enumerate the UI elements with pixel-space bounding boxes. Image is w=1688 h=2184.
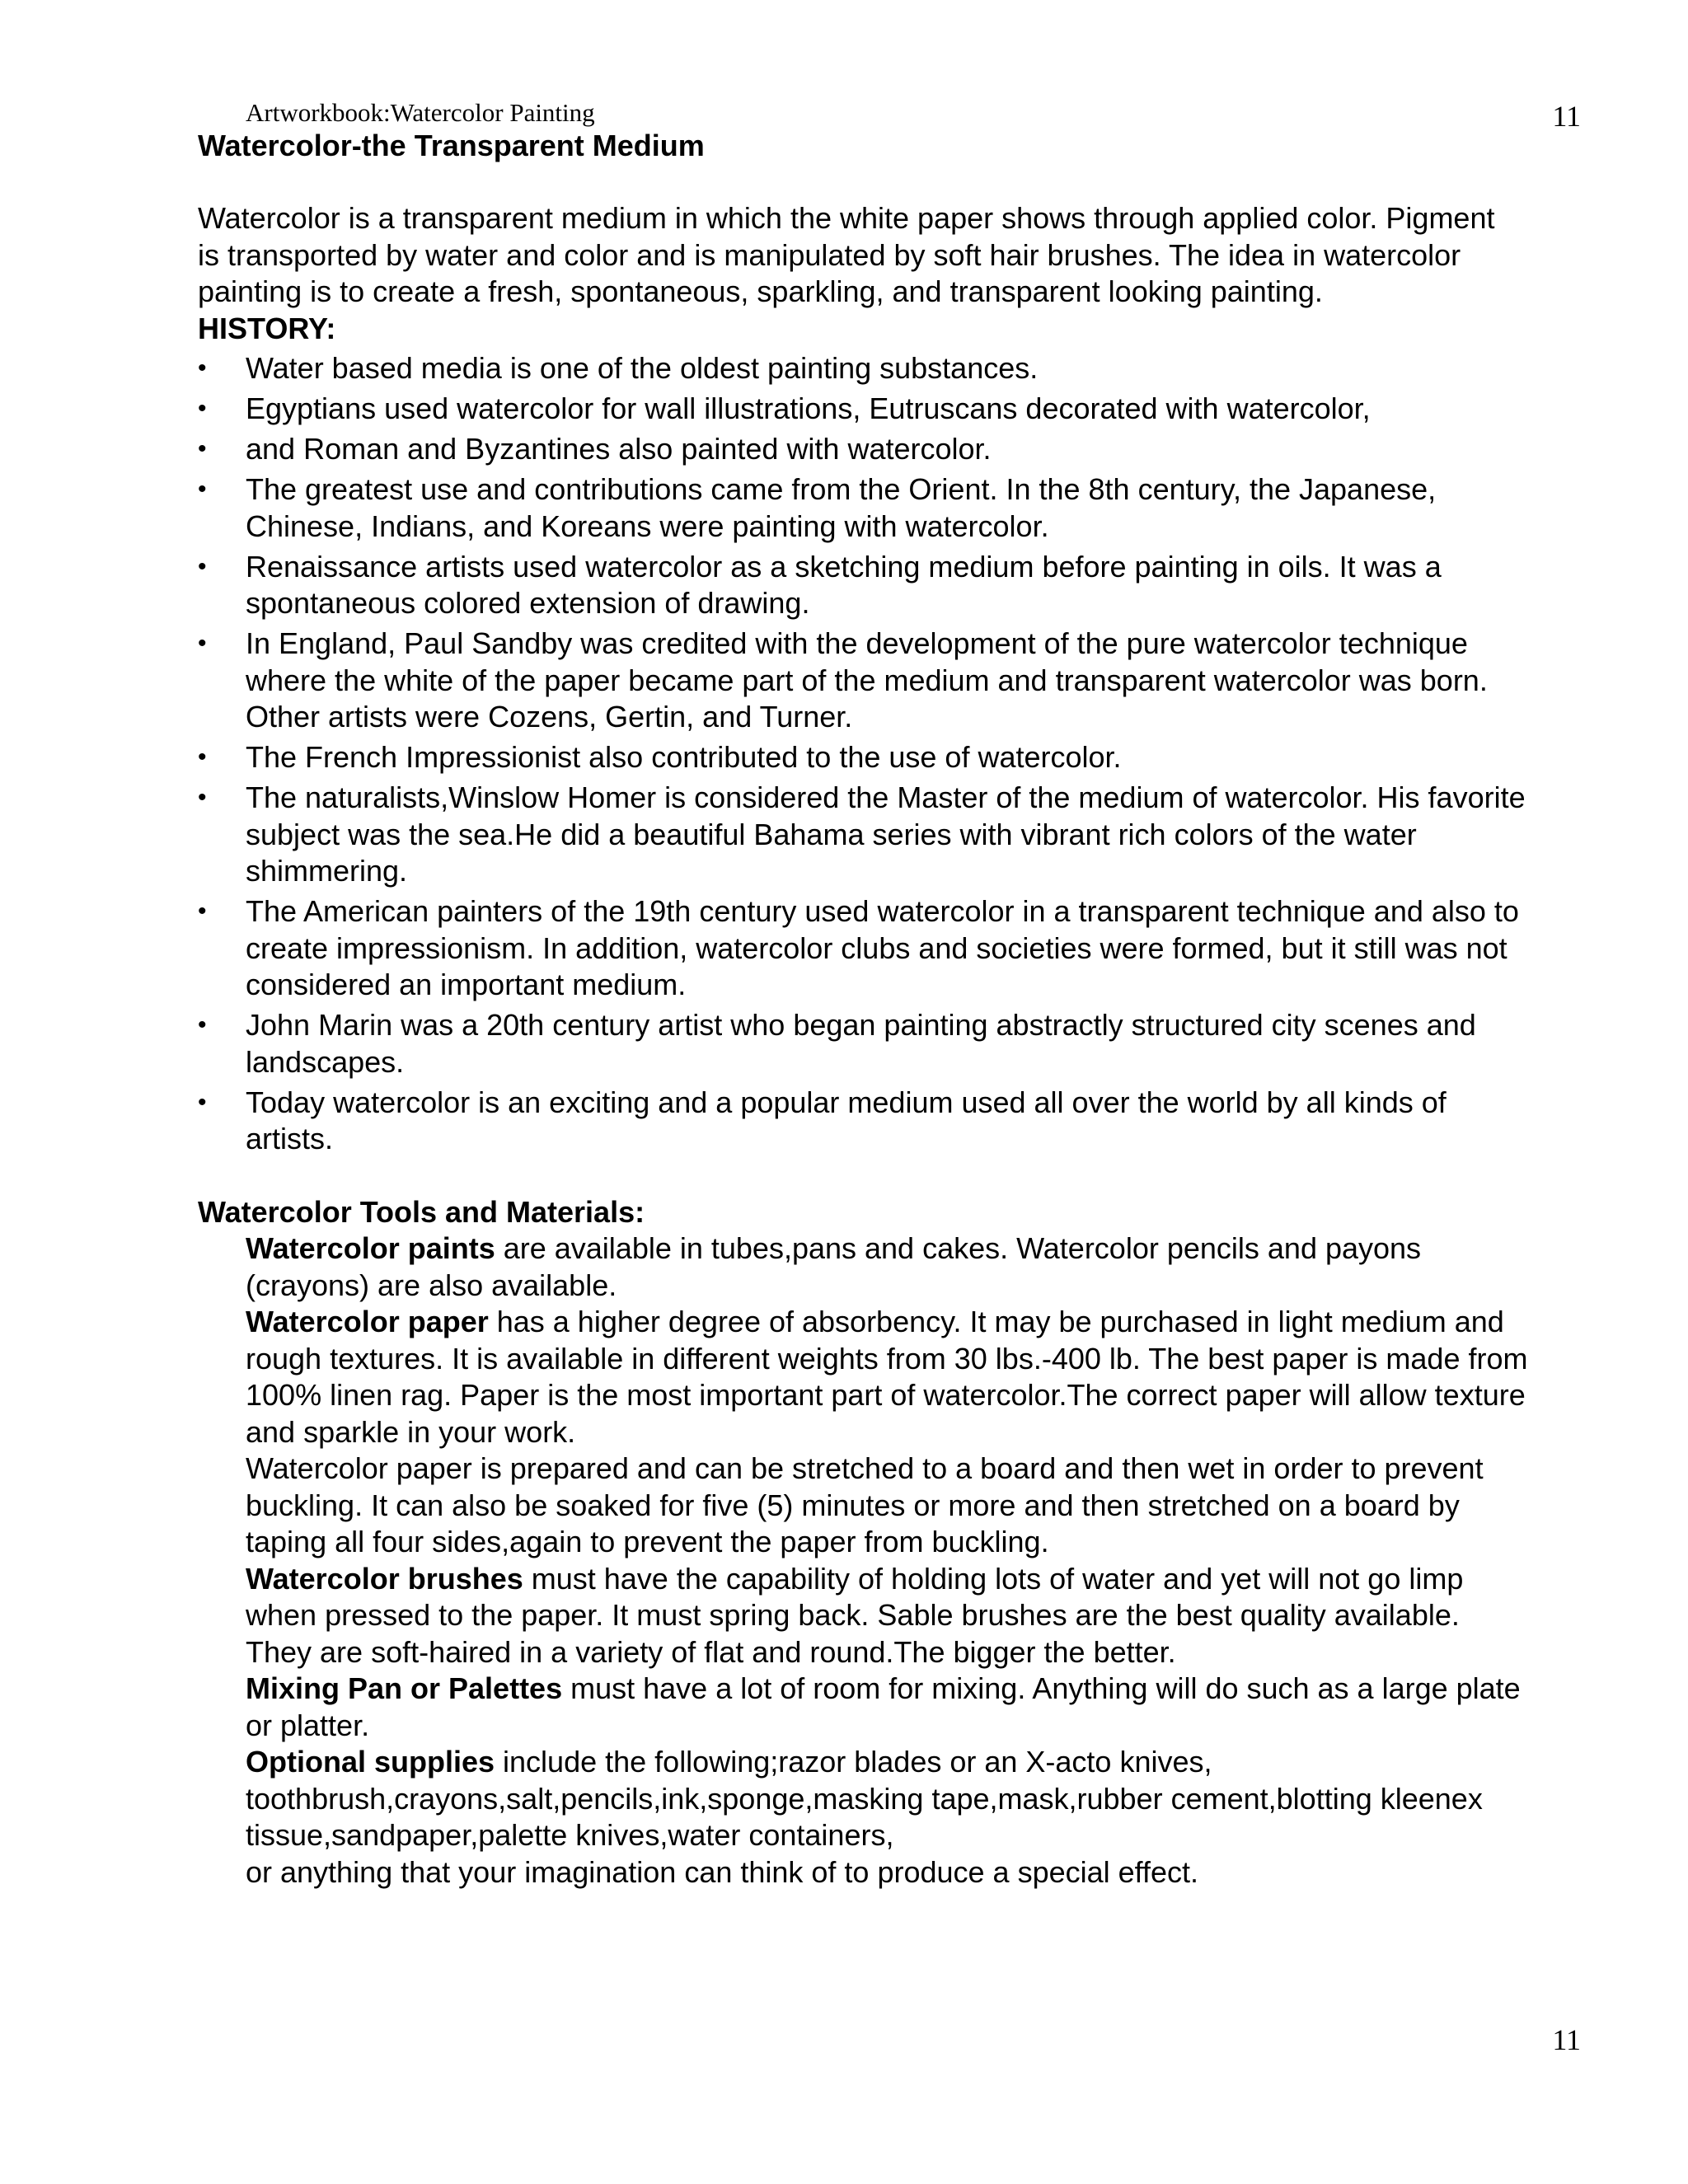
bullet-icon: •: [198, 1088, 207, 1116]
brushes-text: must have the capability of holding lots of water and yet will not go limp when pressed to the paper. It must spring back. Sable brushes are the best quality available. They are soft-haired in a variety of flat and round.The bigger the better.: [246, 1561, 1464, 1669]
palettes-text: must have a lot of room for mixing. Anything will do such as a large plate or platter.: [246, 1671, 1521, 1742]
history-item: [198, 350, 1531, 387]
history-item: [198, 391, 1531, 428]
brushes-paragraph: [246, 1561, 1531, 1671]
optional-paragraph: [246, 1744, 1531, 1854]
history-item-text: Renaissance artists used watercolor as a sketching medium before painting in oils. It was a spontaneous colored extension of drawing.: [246, 549, 1442, 620]
paper-term: Watercolor paper: [246, 1305, 489, 1338]
bullet-icon: •: [198, 743, 207, 771]
history-item: [198, 471, 1531, 545]
tools-heading: Watercolor Tools and Materials:: [198, 1194, 645, 1229]
history-item-text: and Roman and Byzantines also painted with watercolor.: [246, 432, 992, 466]
closing-paragraph: or anything that your imagination can think of to produce a special effect.: [246, 1854, 1199, 1889]
palettes-paragraph: [246, 1671, 1531, 1744]
intro-paragraph: Watercolor is a transparent medium in which the white paper shows through applied color. Pigment is transported by water and color and is manipulated by soft hair brushes. The idea in watercolor painting is to create a fresh, spontaneous, sparkling, and transparent looking painting.: [198, 201, 1495, 308]
bullet-icon: •: [198, 476, 207, 503]
history-item-text: John Marin was a 20th century artist who began painting abstractly structured city scenes and landscapes.: [246, 1008, 1476, 1079]
document-body: [198, 128, 1566, 1891]
bullet-icon: •: [198, 435, 207, 462]
brushes-term: Watercolor brushes: [246, 1561, 523, 1596]
history-item: [198, 739, 1531, 776]
history-item-text: The greatest use and contributions came from the Orient. In the 8th century, the Japanese, Chinese, Indians, and Koreans were painting with watercolor.: [246, 472, 1437, 543]
page-title: Watercolor-the Transparent Medium: [198, 129, 705, 162]
paper-prep-paragraph: Watercolor paper is prepared and can be stretched to a board and then wet in order to prevent buckling. It can also be soaked for five (5) minutes or more and then stretched on a board by taping all four sides,again to prevent the paper from buckling.: [246, 1451, 1484, 1558]
bullet-icon: •: [198, 784, 207, 811]
running-header: Artworkbook:Watercolor Painting: [246, 98, 595, 127]
bullet-icon: •: [198, 395, 207, 422]
paper-paragraph: [246, 1304, 1531, 1451]
bullet-icon: •: [198, 354, 207, 382]
history-item-text: In England, Paul Sandby was credited with the development of the pure watercolor technique where the white of the paper became part of the medium and transparent watercolor was born. Other artists were Cozens, Gertin, and Turner.: [246, 626, 1488, 733]
bullet-icon: •: [198, 1011, 207, 1038]
history-item: [198, 1007, 1531, 1080]
history-item-text: Today watercolor is an exciting and a popular medium used all over the world by all kinds of artists.: [246, 1085, 1447, 1155]
history-item-text: The French Impressionist also contributed to the use of watercolor.: [246, 740, 1122, 774]
optional-text: include the following;razor blades or an X-acto knives, toothbrush,crayons,salt,pencils,ink,sponge,masking tape,mask,rubber cement,blotting kleenex tissue,sandpaper,palette knives,water containers,: [246, 1745, 1483, 1852]
bullet-icon: •: [198, 898, 207, 925]
history-item: [198, 1085, 1531, 1158]
page-number-bottom: 11: [1552, 2023, 1581, 2056]
bullet-icon: •: [198, 552, 207, 580]
paints-term: Watercolor paints: [246, 1231, 495, 1265]
paints-paragraph: [246, 1230, 1531, 1304]
history-list: [198, 350, 1566, 1158]
history-item: [198, 626, 1531, 736]
optional-term: Optional supplies: [246, 1745, 495, 1779]
history-heading: HISTORY:: [198, 311, 336, 345]
history-item-text: Water based media is one of the oldest painting substances.: [246, 351, 1039, 385]
history-item-text: The naturalists,Winslow Homer is considered the Master of the medium of watercolor. His favorite subject was the sea.He did a beautiful Bahama series with vibrant rich colors of the water shimmering.: [246, 780, 1526, 888]
history-item: [198, 780, 1531, 890]
history-item: [198, 549, 1531, 622]
history-item-text: Egyptians used watercolor for wall illustrations, Eutruscans decorated with watercolor,: [246, 391, 1371, 425]
paints-text: are available in tubes,pans and cakes. Watercolor pencils and payons (crayons) are also available.: [246, 1231, 1422, 1302]
paper-text: has a higher degree of absorbency. It may be purchased in light medium and rough textures. It is available in different weights from 30 lbs.-400 lb. The best paper is made from 100% linen rag. Paper is the most important part of watercolor.The correct paper will allow texture and sparkle in your work.: [246, 1305, 1528, 1449]
tools-section: [246, 1230, 1531, 1891]
page-number-top: 11: [1552, 100, 1581, 133]
history-item: [198, 431, 1531, 468]
history-item: [198, 893, 1531, 1004]
history-item-text: The American painters of the 19th century used watercolor in a transparent technique and also to create impressionism. In addition, watercolor clubs and societies were formed, but it still was not considered an important medium.: [246, 894, 1519, 1001]
palettes-term: Mixing Pan or Palettes: [246, 1671, 563, 1705]
bullet-icon: •: [198, 630, 207, 657]
